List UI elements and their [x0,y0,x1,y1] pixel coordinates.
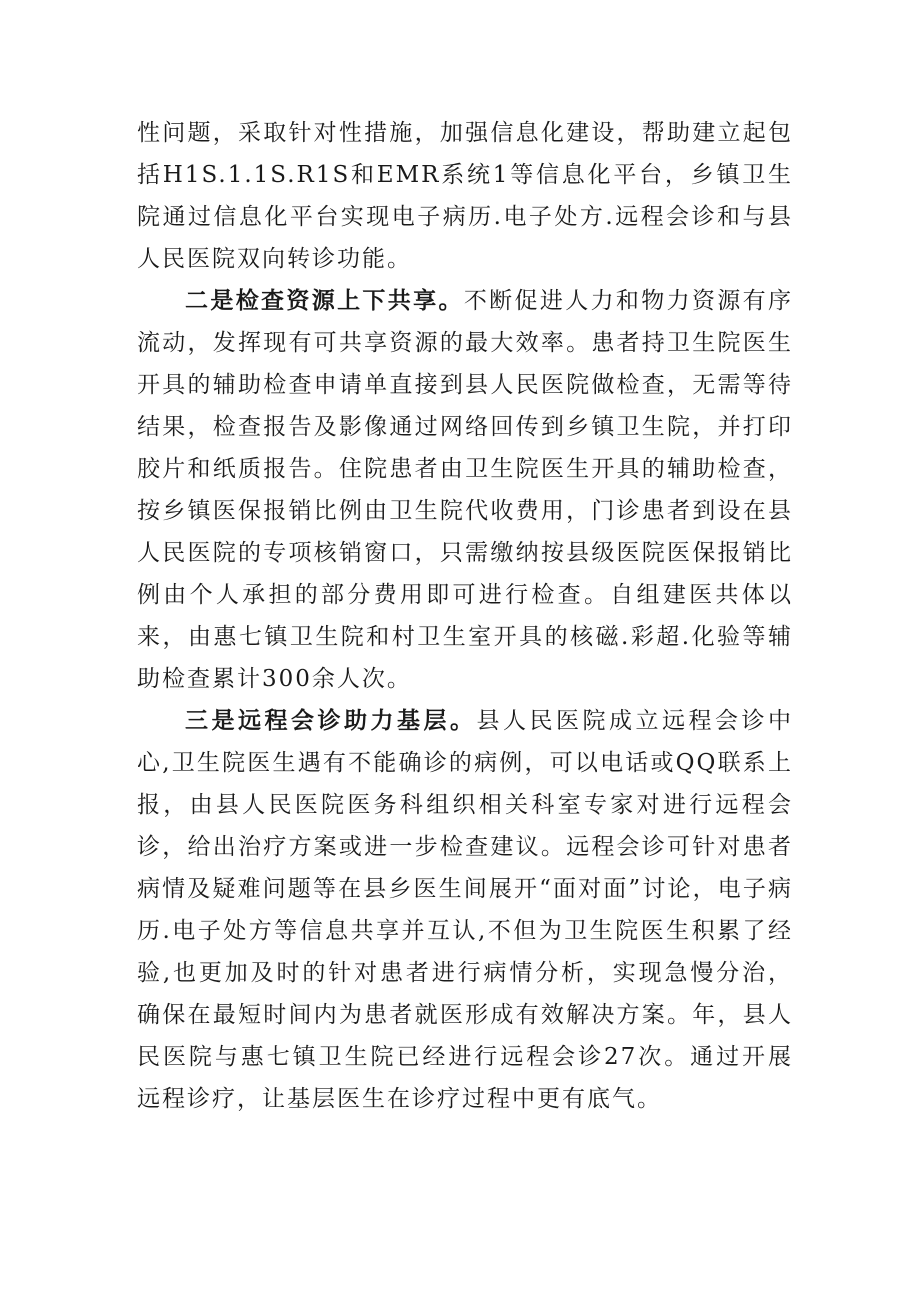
paragraph-text: 县人民医院成立远程会诊中心,卫生院医生遇有不能确诊的病例，可以电话或QQ联系上报，由县人民医院医务科组织相关科室专家对进行远程会诊，给出治疗方案或进一步检查建议。远程会诊可针对患者病情及疑难问题等在县乡医生间展开“面对面”讨论，电子病历.电子处方等信息共享并互认,不但为卫生院医生积累了经验,也更加及时的针对患者进行病情分析，实现急慢分治，确保在最短时间内为患者就医形成有效解决方案。年，县人民医院与惠七镇卫生院已经进行远程会诊27次。通过开展远程诊疗，让基层医生在诊疗过程中更有底气。 [137,708,793,1112]
paragraph-exam-sharing [137,280,793,700]
paragraph-text: 性问题，采取针对性措施，加强信息化建设，帮助建立起包括H1S.1.1S.R1S和EMR系统1等信息化平台，乡镇卫生院通过信息化平台实现电子病历.电子处方.远程会诊和与县人民医院双向转诊功能。 [137,120,793,272]
body-text [137,112,793,1120]
paragraph-heading: 三是远程会诊助力基层。 [185,707,477,734]
paragraph-remote-consultation [137,700,793,1120]
paragraph-heading: 二是检查资源上下共享。 [185,287,464,314]
paragraph-continuation [137,112,793,280]
paragraph-text: 不断促进人力和物力资源有序流动，发挥现有可共享资源的最大效率。患者持卫生院医生开具的辅助检查申请单直接到县人民医院做检查，无需等待结果，检查报告及影像通过网络回传到乡镇卫生院，并打印胶片和纸质报告。住院患者由卫生院医生开具的辅助检查，按乡镇医保报销比例由卫生院代收费用，门诊患者到设在县人民医院的专项核销窗口，只需缴纳按县级医院医保报销比例由个人承担的部分费用即可进行检查。自组建医共体以来，由惠七镇卫生院和村卫生室开具的核磁.彩超.化验等辅助检查累计300余人次。 [137,288,794,692]
